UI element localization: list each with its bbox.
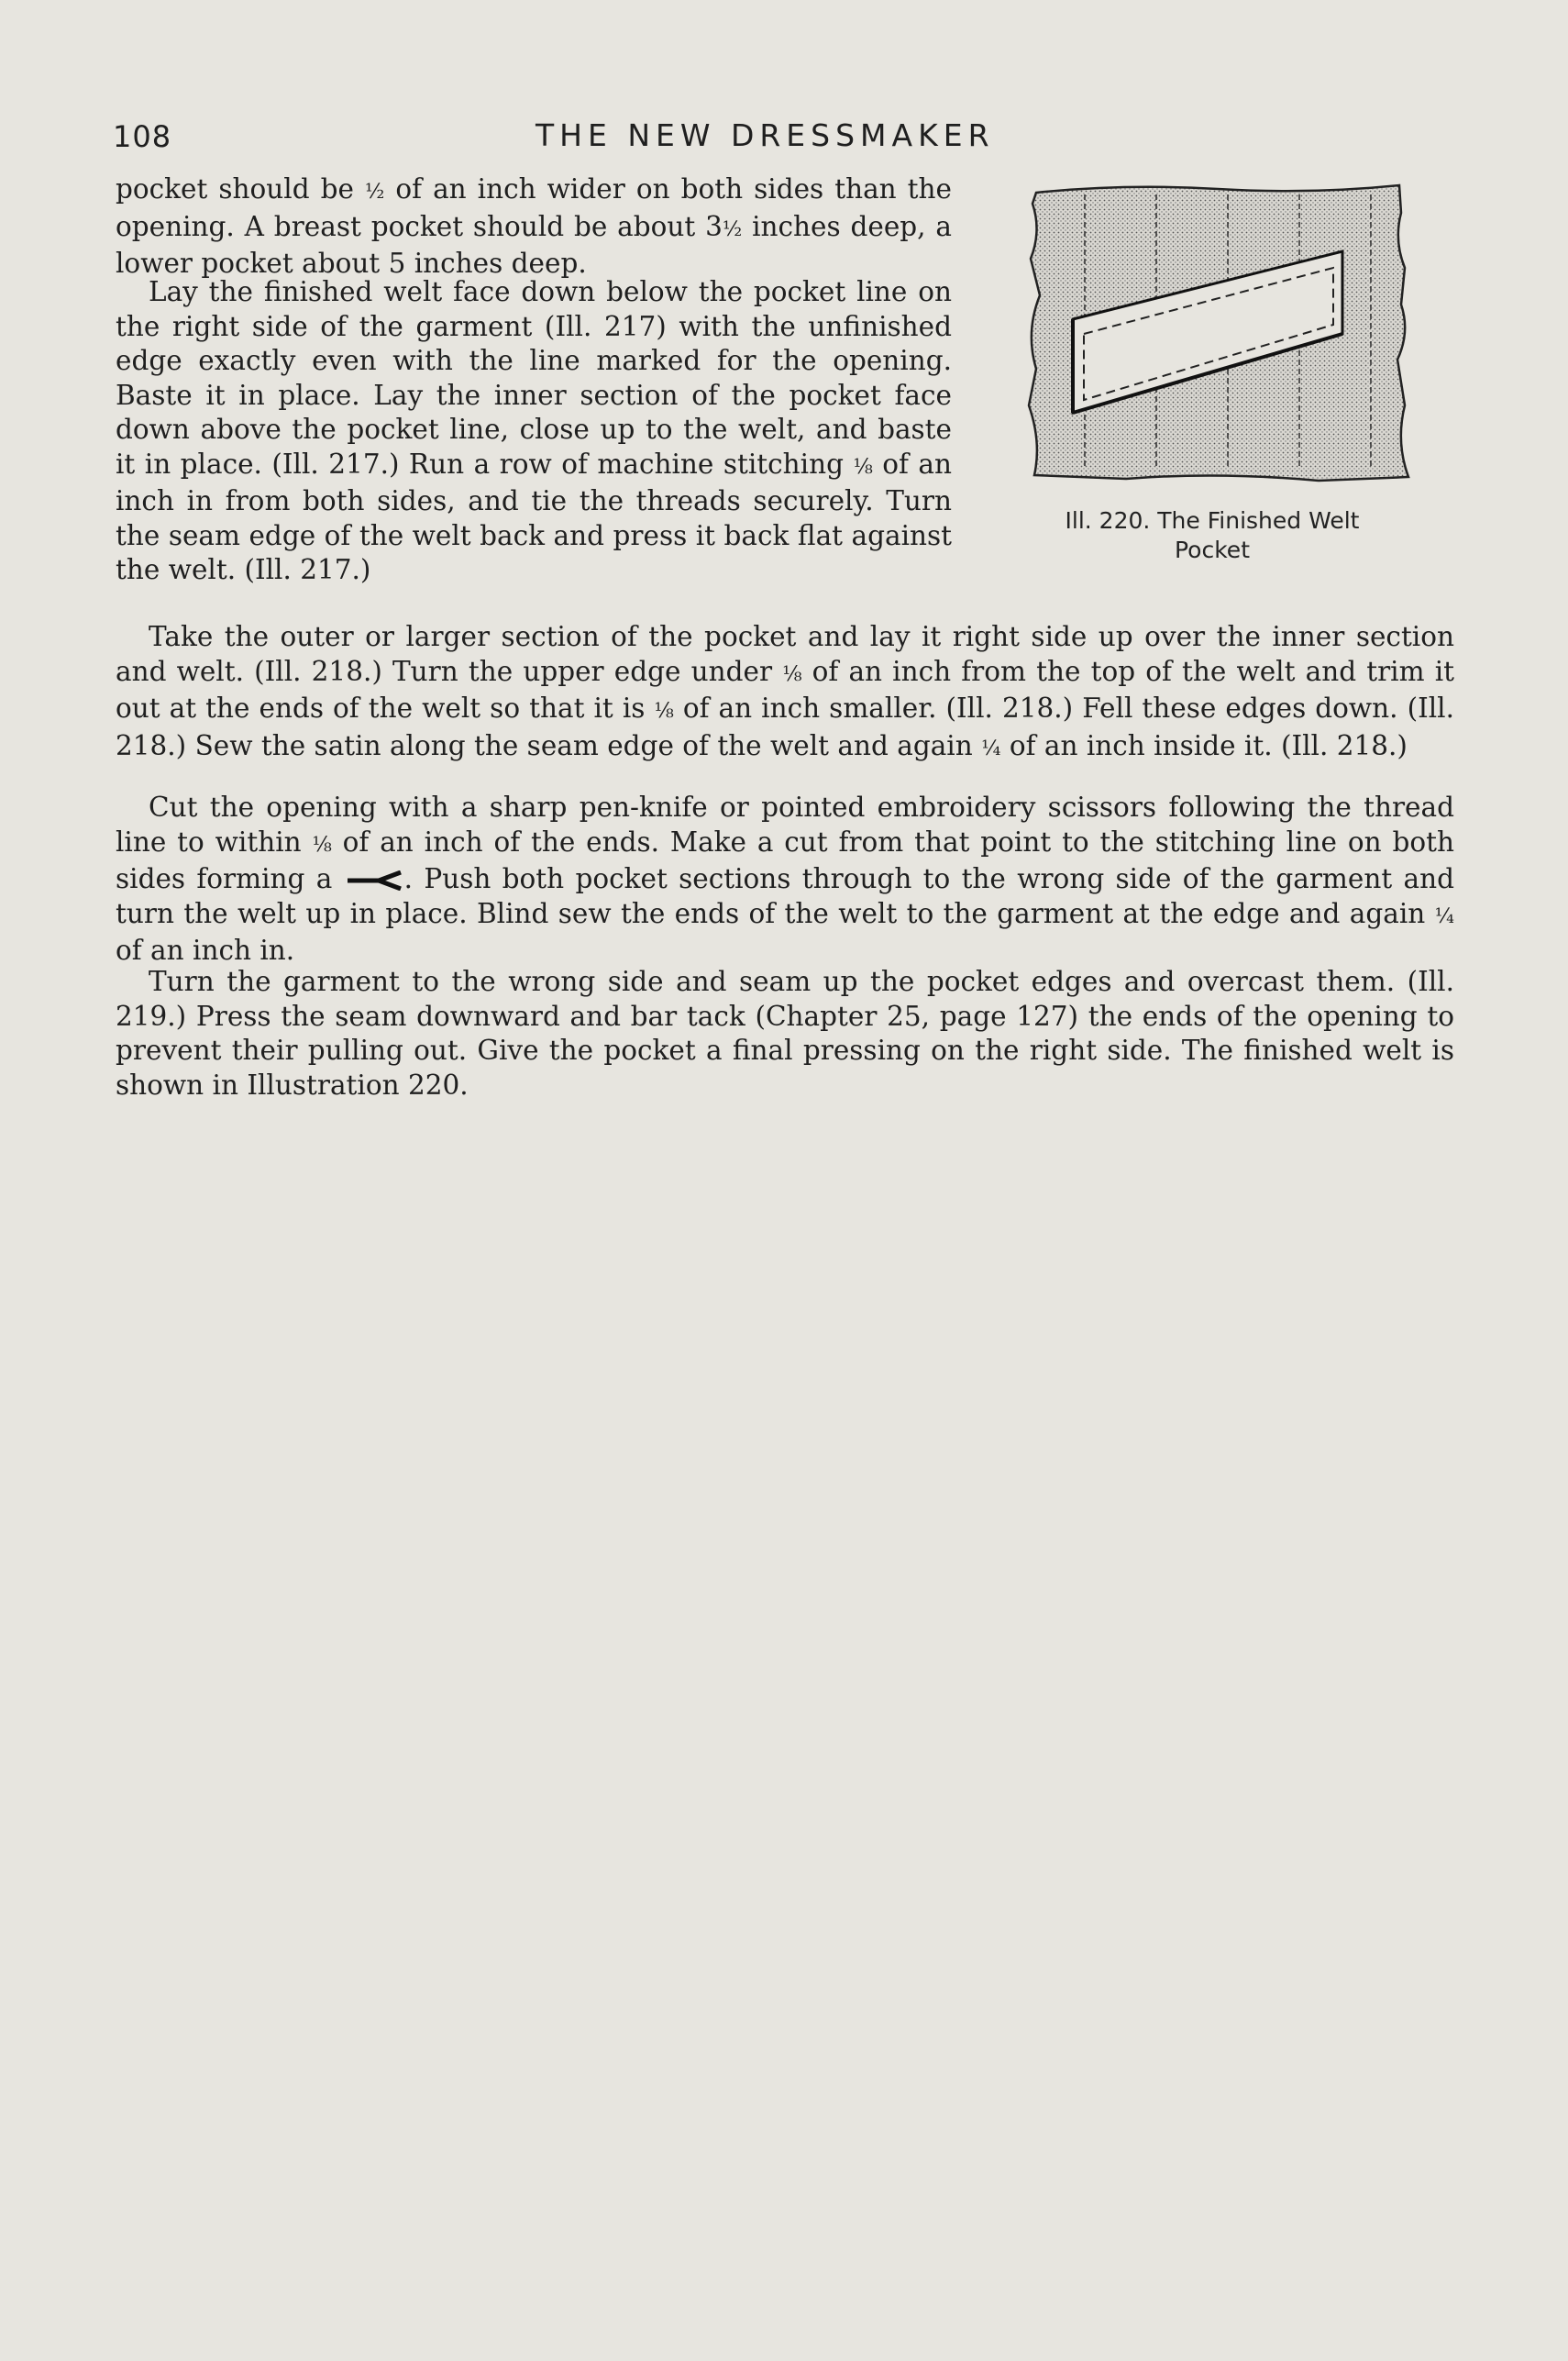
paragraph-1: pocket should be ½ of an inch wider on both sides than the opening. A breast pocket should be about 3½ inches deep, a lower pocket about 5 inches deep. — [116, 173, 952, 279]
caption-line-2: Pocket — [1175, 537, 1250, 563]
paragraph-3: Take the outer or larger section of the pocket and lay it right side up over the inner section and welt. (Ill. 218.) Turn the upper edge under ⅛ of an inch from the top of the welt and trim it out at the ends of the welt so that it is ⅛ of an inch smaller. (Ill. 218.) Fell these edges down. (Ill. 218.) Sew the satin along the seam edge of the welt and again ¼ of an inch inside it. (Ill. 218.) — [116, 621, 1454, 761]
running-head: THE NEW DRESSMAKER — [536, 117, 995, 153]
v-cut-icon — [344, 870, 404, 891]
figure-caption — [1038, 506, 1386, 565]
paragraph-2: Lay the finished welt face down below the pocket line on the right side of the garment (Ill. 217) with the unfinished edge exactly even with the line marked for the opening. Baste it in place. Lay the inner section of the pocket face down above the pocket line, close up to the welt, and baste it in place. (Ill. 217.) Run a row of machine stitching ⅛ of an inch in from both sides, and tie the threads securely. Turn the seam edge of the welt back and press it back flat against the welt. (Ill. 217.) — [116, 276, 952, 585]
welt-pocket-illustration — [1016, 176, 1412, 495]
paragraph-4: Cut the opening with a sharp pen-knife or pointed embroidery scissors following the thread line to within ⅛ of an inch of the ends. Make a cut from that point to the stitching line on both sides forming a . Push both pocket sections through to the wrong side of the garment and turn the welt up in place. Blind sew the ends of the welt to the garment at the edge and again ¼ of an inch in. — [116, 792, 1454, 966]
paragraph-5: Turn the garment to the wrong side and seam up the pocket edges and overcast them. (Ill. 219.) Press the seam downward and bar tack (Chapter 25, page 127) the ends of the opening to prevent their pulling out. Give the pocket a final pressing on the right side. The finished welt is shown in Illustration 220. — [116, 966, 1454, 1101]
caption-line-1: Ill. 220. The Finished Welt — [1065, 507, 1360, 534]
page-number: 108 — [113, 119, 172, 154]
